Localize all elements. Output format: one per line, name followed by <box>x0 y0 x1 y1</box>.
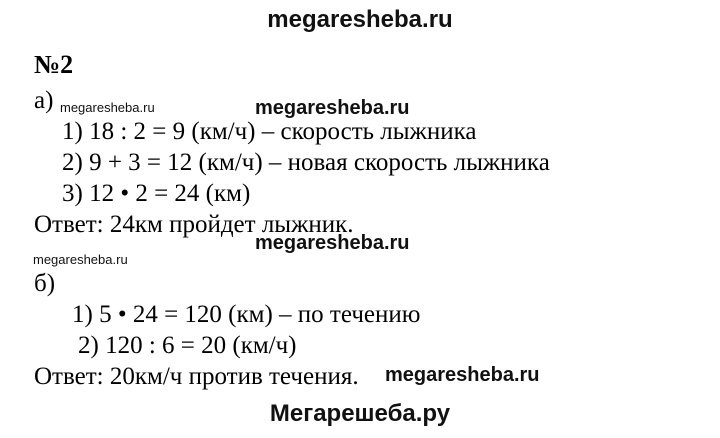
part-b-step-1: 1) 5 • 24 = 120 (км) – по течению <box>72 301 421 328</box>
watermark-small-1: megaresheba.ru <box>60 100 155 115</box>
part-b-label: б) <box>34 270 56 297</box>
part-a-step-2: 2) 9 + 3 = 12 (км/ч) – новая скорость лыжника <box>62 149 550 176</box>
watermark-top: megaresheba.ru <box>267 6 453 33</box>
task-number: №2 <box>34 50 74 79</box>
part-a-answer: Ответ: 24км пройдет лыжник. <box>34 211 354 238</box>
part-a-step-1: 1) 18 : 2 = 9 (км/ч) – скорость лыжника <box>62 118 477 145</box>
watermark-mid-3: megaresheba.ru <box>385 364 540 386</box>
watermark-bottom: Мегарешеба.ру <box>269 400 451 427</box>
watermark-mid-1: megaresheba.ru <box>255 97 410 119</box>
part-a-label: а) <box>34 87 54 114</box>
part-b-answer: Ответ: 20км/ч против течения. <box>34 363 359 390</box>
part-a-step-3: 3) 12 • 2 = 24 (км) <box>62 180 251 207</box>
part-b-step-2: 2) 120 : 6 = 20 (км/ч) <box>78 332 297 359</box>
watermark-mid-2: megaresheba.ru <box>255 232 410 254</box>
watermark-small-2: megaresheba.ru <box>33 252 128 267</box>
